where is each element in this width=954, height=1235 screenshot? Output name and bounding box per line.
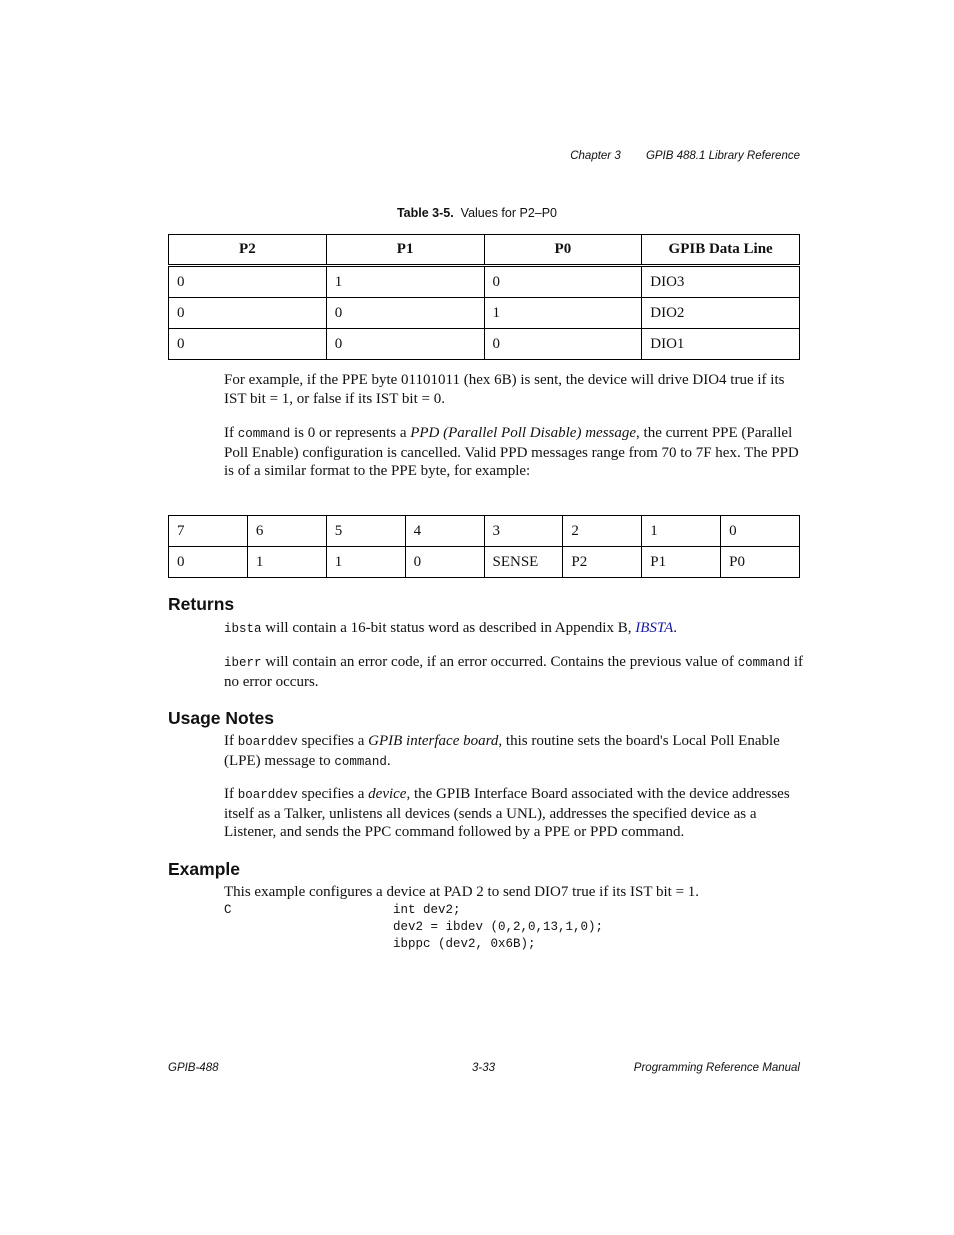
code-line bbox=[224, 920, 804, 937]
code-language-label: C bbox=[224, 903, 232, 917]
table-cell: 1 bbox=[247, 547, 326, 578]
ppd-term: PPD (Parallel Poll Disable) message bbox=[410, 425, 637, 441]
column-header: P2 bbox=[169, 235, 327, 266]
table-header-row bbox=[169, 235, 800, 266]
text-run: . bbox=[673, 620, 678, 636]
returns-iberr-paragraph bbox=[224, 653, 804, 691]
table-cell: 5 bbox=[326, 516, 405, 547]
code-boarddev: boarddev bbox=[237, 788, 298, 802]
footer-left: GPIB-488 bbox=[168, 1062, 219, 1074]
table-cell: 0 bbox=[169, 547, 248, 578]
text-run: will contain an error code, if an error occurred. Contains the previous value of bbox=[261, 654, 738, 670]
table-row bbox=[169, 329, 800, 360]
example-description: This example configures a device at PAD 2 to send DIO7 true if its IST bit = 1. bbox=[224, 884, 700, 900]
table-cell: 1 bbox=[326, 266, 484, 298]
text-run: , this routine sets the board's Local Poll Enable (LPE) message to bbox=[224, 733, 780, 769]
table-cell: 0 bbox=[169, 329, 327, 360]
returns-heading: Returns bbox=[168, 594, 235, 614]
table-cell: 0 bbox=[169, 298, 327, 329]
table-cell: SENSE bbox=[484, 547, 563, 578]
text-run: . bbox=[386, 752, 391, 769]
text-run: If bbox=[224, 786, 238, 802]
table-row bbox=[169, 516, 800, 547]
table-cell: 0 bbox=[169, 266, 327, 298]
table-cell: DIO2 bbox=[642, 298, 800, 329]
table-row bbox=[169, 547, 800, 578]
code-command: command bbox=[237, 427, 291, 441]
code-line bbox=[224, 937, 804, 954]
table-cell: 0 bbox=[484, 329, 642, 360]
ppd-bit-format-table bbox=[168, 515, 800, 578]
footer-right: Programming Reference Manual bbox=[633, 1062, 800, 1074]
table-cell: P0 bbox=[721, 547, 800, 578]
code-text: ibppc (dev2, 0x6B); bbox=[393, 937, 536, 951]
example-heading: Example bbox=[168, 859, 240, 879]
table-cell: 1 bbox=[484, 298, 642, 329]
code-boarddev: boarddev bbox=[237, 735, 298, 749]
text-run: , the current PPE (Parallel Poll Enable) configuration is cancelled. Valid PPD messages range from 70 to 7F hex. The PPD is of a similar format to the PPE byte, for example: bbox=[224, 425, 799, 479]
ppd-paragraph bbox=[224, 424, 804, 481]
table-cell: 1 bbox=[642, 516, 721, 547]
footer-page-number: 3-33 bbox=[472, 1062, 496, 1074]
table-row bbox=[169, 266, 800, 298]
ibsta-link[interactable]: IBSTA bbox=[635, 620, 674, 636]
table-cell: DIO1 bbox=[642, 329, 800, 360]
usage-board-paragraph bbox=[224, 732, 804, 771]
column-header: P0 bbox=[484, 235, 642, 266]
code-line bbox=[224, 903, 804, 920]
header-chapter: Chapter 3 bbox=[570, 150, 621, 162]
table-cell: 3 bbox=[484, 516, 563, 547]
text-run: If bbox=[224, 733, 238, 749]
table-cell: 0 bbox=[326, 298, 484, 329]
text-run: If bbox=[224, 425, 238, 441]
code-command: command bbox=[334, 754, 387, 769]
usage-notes-heading: Usage Notes bbox=[168, 708, 275, 728]
column-header: P1 bbox=[326, 235, 484, 266]
text-run: specifies a bbox=[297, 733, 369, 749]
table-cell: 0 bbox=[405, 547, 484, 578]
code-text: int dev2; bbox=[393, 903, 461, 917]
column-header: GPIB Data Line bbox=[642, 235, 800, 266]
table-cell: 2 bbox=[563, 516, 642, 547]
device-term: device bbox=[368, 786, 407, 802]
returns-ibsta-paragraph bbox=[224, 619, 804, 639]
table-cell: 0 bbox=[484, 266, 642, 298]
table-cell: DIO3 bbox=[642, 266, 800, 298]
header-title: GPIB 488.1 Library Reference bbox=[645, 150, 800, 162]
table-cell: 6 bbox=[247, 516, 326, 547]
table-cell: 7 bbox=[169, 516, 248, 547]
text-run: specifies a bbox=[297, 786, 369, 802]
code-text: dev2 = ibdev (0,2,0,13,1,0); bbox=[393, 920, 604, 934]
text-run: will contain a 16-bit status word as described in Appendix B, bbox=[261, 620, 636, 636]
page-header bbox=[548, 150, 800, 162]
table-cell: 1 bbox=[326, 547, 405, 578]
table-caption bbox=[0, 206, 954, 220]
table-cell: 0 bbox=[326, 329, 484, 360]
text-run: is 0 or represents a bbox=[290, 425, 411, 441]
table-cell: P1 bbox=[642, 547, 721, 578]
ppe-example-paragraph: For example, if the PPE byte 01101011 (hex 6B) is sent, the device will drive DIO4 true if its IST bit = 1, or false if its IST bit = 0. bbox=[224, 372, 785, 407]
gpib-board-term: GPIB interface board bbox=[368, 733, 499, 749]
p2-p0-values-table bbox=[168, 234, 800, 360]
code-iberr: iberr bbox=[224, 656, 262, 670]
table-row bbox=[169, 298, 800, 329]
usage-device-paragraph bbox=[224, 785, 804, 842]
code-command: command bbox=[737, 656, 791, 670]
table-caption-text: Values for P2–P0 bbox=[460, 206, 558, 220]
table-caption-label: Table 3-5. bbox=[396, 206, 454, 220]
table-cell: 0 bbox=[721, 516, 800, 547]
table-cell: 4 bbox=[405, 516, 484, 547]
text-run: if no error occurs. bbox=[224, 654, 804, 690]
table-cell: P2 bbox=[563, 547, 642, 578]
code-ibsta: ibsta bbox=[224, 622, 262, 636]
text-run: , the GPIB Interface Board associated with the device addresses itself as a Talker, unlistens all devices (sends a UNL), addresses the specified device as a Listener, and sends the PPC command followed by a PPE or PPD command. bbox=[224, 786, 790, 840]
